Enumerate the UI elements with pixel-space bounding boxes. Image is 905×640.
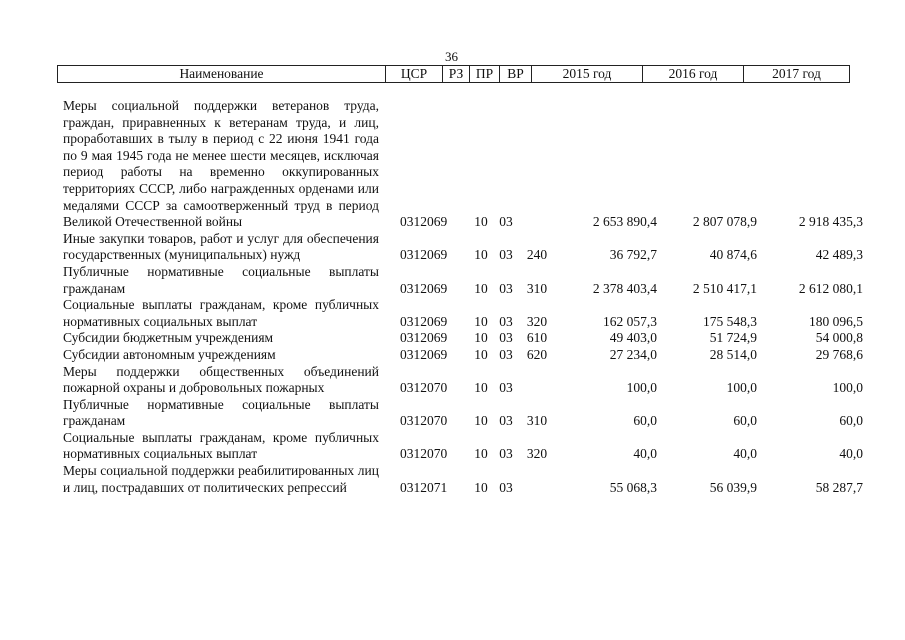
row-2016: 2 807 078,9: [692, 214, 757, 230]
row-csr: 0312069: [400, 313, 448, 329]
row-vr: 240: [526, 247, 548, 263]
row-name: Субсидии автономным учреждениям: [63, 346, 276, 362]
row-2015: 40,0: [633, 446, 657, 462]
row-2016: 60,0: [733, 413, 757, 429]
row-pr: 03: [499, 413, 513, 429]
row-2015: 162 057,3: [603, 313, 657, 329]
table-row: [63, 297, 868, 330]
table-row: [63, 231, 868, 264]
row-2017: 29 768,6: [815, 346, 863, 362]
table-row: [63, 430, 868, 463]
row-csr: 0312071: [400, 479, 448, 495]
row-rz: 10: [474, 214, 488, 230]
table-row: [63, 364, 868, 397]
row-2017: 58 287,7: [815, 479, 863, 495]
table-row: [63, 264, 868, 297]
row-pr: 03: [499, 313, 513, 329]
row-2017: 100,0: [832, 380, 863, 396]
row-pr: 03: [499, 247, 513, 263]
row-vr: 320: [526, 446, 548, 462]
table-row: [63, 397, 868, 430]
row-2015: 2 653 890,4: [592, 214, 657, 230]
row-name: Иные закупки товаров, работ и услуг для обеспечения государственных (муниципальных) нужд: [63, 230, 379, 263]
row-name: Публичные нормативные социальные выплаты гражданам: [63, 396, 379, 429]
row-rz: 10: [474, 479, 488, 495]
row-pr: 03: [499, 280, 513, 296]
row-csr: 0312069: [400, 330, 448, 346]
row-csr: 0312069: [400, 346, 448, 362]
table-row: [63, 463, 868, 496]
row-pr: 03: [499, 330, 513, 346]
table-row: [63, 330, 868, 347]
row-rz: 10: [474, 346, 488, 362]
row-name: Социальные выплаты гражданам, кроме публичных нормативных социальных выплат: [63, 297, 379, 329]
header-pr: ПР: [470, 66, 500, 83]
row-rz: 10: [474, 446, 488, 462]
row-2015: 55 068,3: [609, 479, 657, 495]
row-rz: 10: [474, 330, 488, 346]
row-pr: 03: [499, 479, 513, 495]
row-csr: 0312069: [400, 214, 448, 230]
row-rz: 10: [474, 280, 488, 296]
row-2016: 40,0: [733, 446, 757, 462]
row-2015: 60,0: [633, 413, 657, 429]
row-2017: 60,0: [839, 413, 863, 429]
table-row: [63, 347, 868, 364]
row-vr: 310: [526, 280, 548, 296]
row-name: Социальные выплаты гражданам, кроме публичных нормативных социальных выплат: [63, 429, 379, 462]
row-2016: 2 510 417,1: [692, 280, 757, 296]
row-csr: 0312070: [400, 446, 448, 462]
page-number: 36: [445, 49, 458, 64]
row-rz: 10: [474, 413, 488, 429]
row-pr: 03: [499, 346, 513, 362]
row-2017: 2 918 435,3: [798, 214, 863, 230]
header-rz: РЗ: [443, 66, 470, 83]
header-vr: ВР: [500, 66, 532, 83]
row-vr: 310: [526, 413, 548, 429]
row-2017: 2 612 080,1: [798, 280, 863, 296]
header-name: Наименование: [58, 66, 386, 83]
header-2016: 2016 год: [643, 66, 744, 83]
row-2017: 42 489,3: [815, 247, 863, 263]
row-name: Субсидии бюджетным учреждениям: [63, 330, 274, 346]
row-2016: 100,0: [726, 380, 757, 396]
row-2017: 180 096,5: [809, 313, 863, 329]
row-2017: 54 000,8: [815, 330, 863, 346]
row-2015: 100,0: [626, 380, 657, 396]
row-name: Меры социальной поддержки ветеранов труда, граждан, приравненных к ветеранам труда, и лиц, проработавших в тылу в период с 22 июня 1941 года по 9 мая 1945 года не менее шести месяцев, исключая период работы на временно оккупированных территориях СССР, либо награжденных орденами или медалями СССР за самоотверженный труд в период Великой Отечественной войны: [63, 98, 379, 230]
row-pr: 03: [499, 446, 513, 462]
row-vr: 320: [526, 313, 548, 329]
row-vr: 620: [526, 346, 548, 362]
row-name: Меры поддержки общественных объединений пожарной охраны и добровольных пожарных: [63, 363, 379, 396]
row-csr: 0312069: [400, 280, 448, 296]
row-pr: 03: [499, 380, 513, 396]
row-2015: 49 403,0: [609, 330, 657, 346]
row-csr: 0312069: [400, 247, 448, 263]
row-name: Меры социальной поддержки реабилитированных лиц и лиц, пострадавших от политических репрессий: [63, 463, 379, 495]
row-2015: 27 234,0: [609, 346, 657, 362]
row-2016: 28 514,0: [709, 346, 757, 362]
row-2016: 40 874,6: [709, 247, 757, 263]
row-2015: 36 792,7: [609, 247, 657, 263]
row-2017: 40,0: [839, 446, 863, 462]
row-2015: 2 378 403,4: [592, 280, 657, 296]
row-pr: 03: [499, 214, 513, 230]
row-rz: 10: [474, 313, 488, 329]
row-csr: 0312070: [400, 380, 448, 396]
row-rz: 10: [474, 380, 488, 396]
header-2017: 2017 год: [744, 66, 850, 83]
row-2016: 51 724,9: [709, 330, 757, 346]
row-csr: 0312070: [400, 413, 448, 429]
row-2016: 175 548,3: [703, 313, 757, 329]
table-header: [57, 65, 850, 83]
row-vr: 610: [526, 330, 548, 346]
header-csr: ЦСР: [386, 66, 443, 83]
table-row: [63, 98, 868, 231]
row-name: Публичные нормативные социальные выплаты гражданам: [63, 263, 379, 296]
table-body: [63, 98, 868, 496]
header-2015: 2015 год: [532, 66, 643, 83]
row-rz: 10: [474, 247, 488, 263]
row-2016: 56 039,9: [709, 479, 757, 495]
